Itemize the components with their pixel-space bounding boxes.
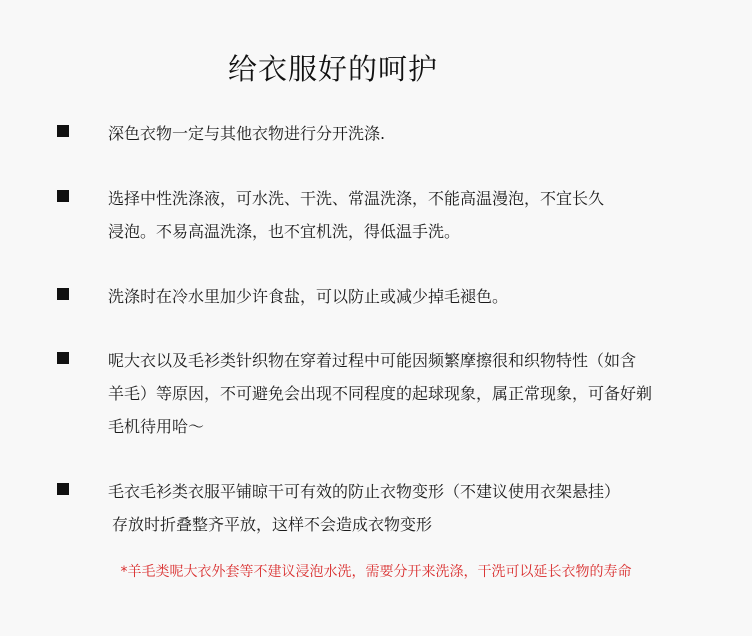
bullet-square-icon xyxy=(57,483,69,495)
care-tip-5-line-1: 毛衣毛衫类衣服平铺晾干可有效的防止衣物变形（不建议使用衣架悬挂） xyxy=(108,482,621,501)
bullet-square-icon xyxy=(57,288,69,300)
page-title: 给衣服好的呵护 xyxy=(227,52,438,86)
warning-note: *羊毛类呢大衣外套等不建议浸泡水洗，需要分开来洗涤，干洗可以延长衣物的寿命 xyxy=(120,564,632,580)
care-tip-2-line-1: 选择中性洗涤液，可水洗、干洗、常温洗涤，不能高温漫泡，不宜长久 xyxy=(108,189,605,208)
care-tip-3-line-1: 洗涤时在冷水里加少许食盐，可以防止或减少掉毛褪色。 xyxy=(108,287,509,306)
bullet-square-icon xyxy=(57,125,69,137)
care-tip-5-line-2: 存放时折叠整齐平放，这样不会造成衣物变形 xyxy=(112,515,433,534)
bullet-square-icon xyxy=(57,190,69,202)
care-tip-4-line-2: 羊毛）等原因，不可避免会出现不同程度的起球现象，属正常现象，可备好剃 xyxy=(108,384,653,403)
care-tip-4-line-3: 毛机待用哈～ xyxy=(108,417,205,436)
bullet-square-icon xyxy=(57,352,69,364)
care-tip-2-line-2: 浸泡。不易高温洗涤，也不宜机洗，得低温手洗。 xyxy=(108,222,461,241)
care-tip-1-line-1: 深色衣物一定与其他衣物进行分开洗涤. xyxy=(108,124,386,143)
care-tip-4-line-1: 呢大衣以及毛衫类针织物在穿着过程中可能因频繁摩擦很和织物特性（如含 xyxy=(108,351,637,370)
